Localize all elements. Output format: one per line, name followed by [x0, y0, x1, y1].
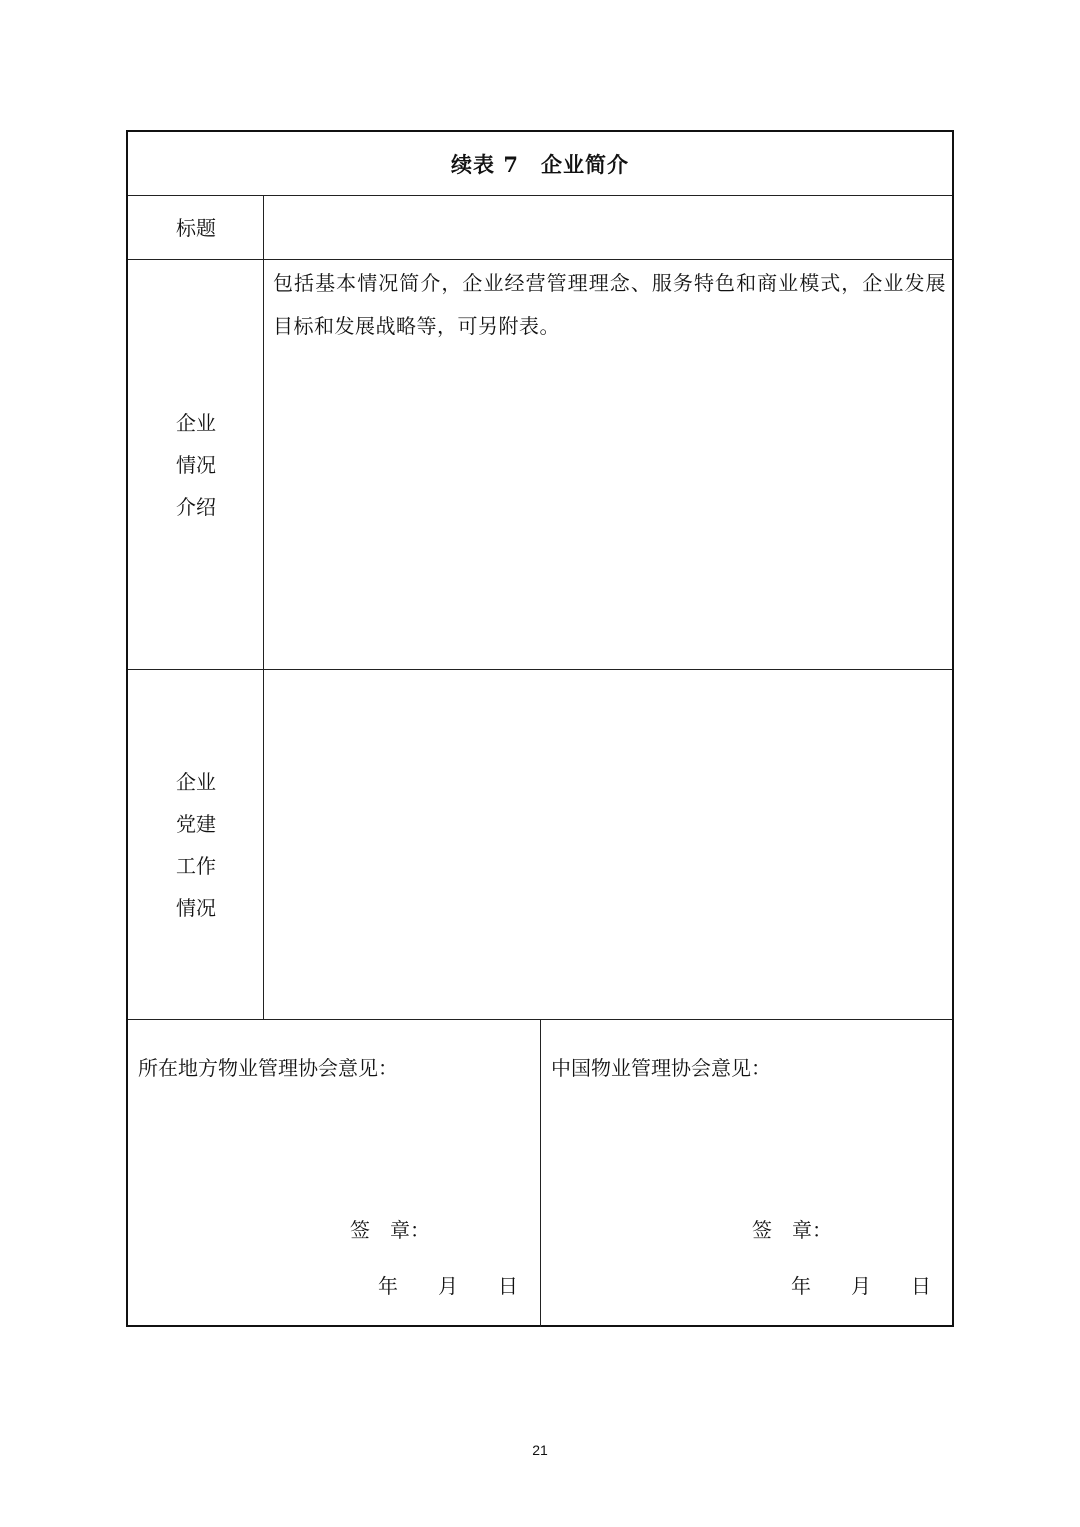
national-association-opinion-label: 中国物业管理协会意见： [551, 1056, 771, 1080]
intro-label [128, 260, 264, 669]
table-title: 续表 7 企业简介 [451, 152, 629, 177]
party-building-label [128, 670, 264, 1019]
party-label-line: 企业 [176, 769, 216, 794]
national-signature-label: 签 章： [752, 1218, 832, 1242]
title-label: 标题 [176, 215, 216, 240]
local-association-opinion-label: 所在地方物业管理协会意见： [138, 1056, 398, 1080]
enterprise-profile-table [126, 130, 954, 1327]
opinion-column-divider [540, 1019, 541, 1327]
party-label-line: 情况 [176, 895, 216, 920]
page-number: 21 [532, 1442, 548, 1458]
national-date-label: 年 月 日 [791, 1274, 931, 1298]
party-building-value-cell[interactable] [264, 670, 952, 1019]
party-label-line: 党建 [176, 811, 216, 836]
local-date-label: 年 月 日 [378, 1274, 518, 1298]
intro-label-line: 情况 [176, 452, 216, 477]
party-label-line: 工作 [176, 853, 216, 878]
local-signature-label: 签 章： [350, 1218, 430, 1242]
title-value-cell[interactable] [264, 196, 952, 259]
intro-instructions: 包括基本情况简介，企业经营管理理念、服务特色和商业模式，企业发展目标和发展战略等，可另附表。 [273, 271, 946, 338]
intro-label-line: 介绍 [176, 494, 216, 519]
intro-label-line: 企业 [176, 410, 216, 435]
